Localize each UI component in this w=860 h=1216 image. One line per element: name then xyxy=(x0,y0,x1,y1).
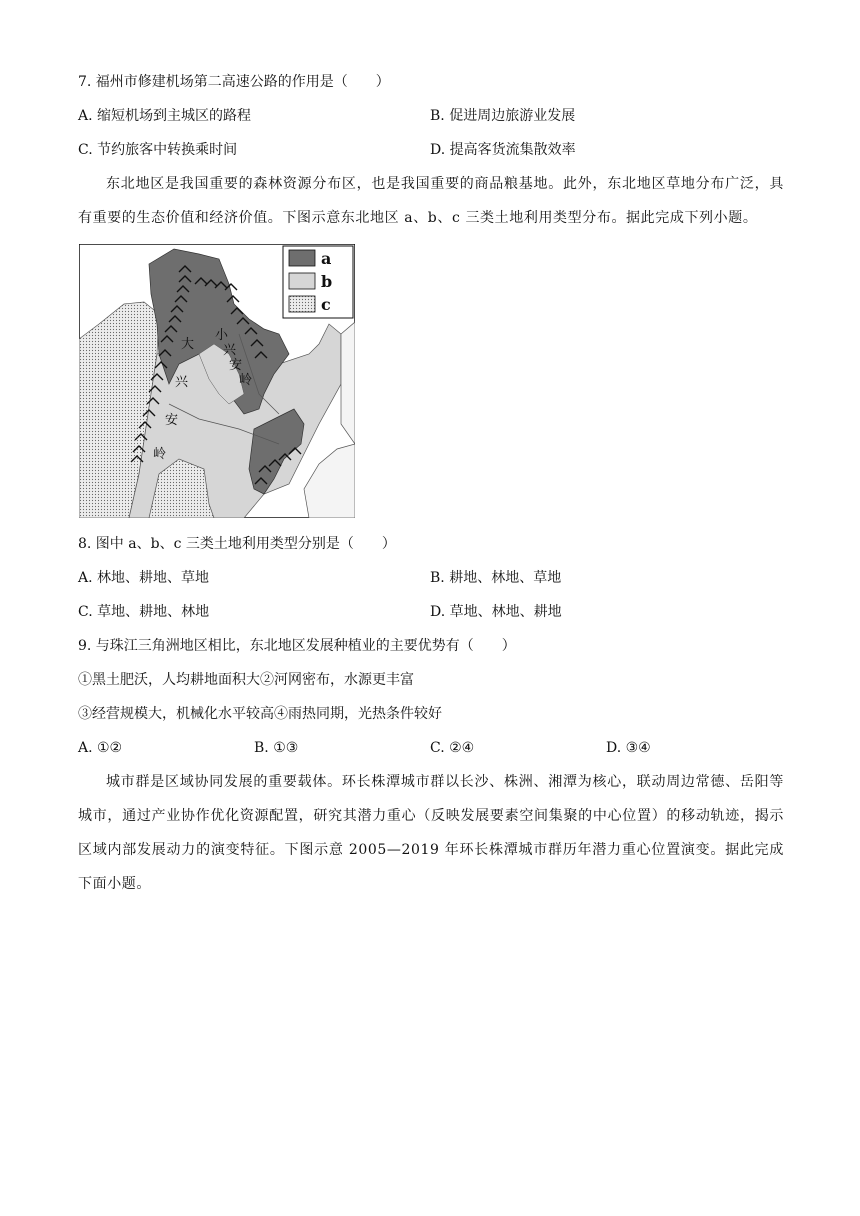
q7-option-a: A. 缩短机场到主城区的路程 xyxy=(78,108,252,124)
legend-label-c: c xyxy=(321,295,331,314)
label-xing2: 兴 xyxy=(223,343,237,358)
q8-option-a: A. 林地、耕地、草地 xyxy=(78,570,210,586)
legend-label-a: a xyxy=(321,249,332,268)
label-an2: 安 xyxy=(229,358,243,373)
q7-option-d: D. 提高客货流集散效率 xyxy=(430,142,576,158)
legend-swatch-a xyxy=(289,250,315,266)
label-an1: 安 xyxy=(165,413,179,428)
q9-option-a: A. ①② xyxy=(78,740,123,756)
legend-swatch-b xyxy=(289,273,315,289)
q7-option-b: B. 促进周边旅游业发展 xyxy=(430,108,576,124)
legend-label-b: b xyxy=(321,272,333,291)
label-xing1: 兴 xyxy=(175,375,189,390)
q7-option-c: C. 节约旅客中转换乘时间 xyxy=(78,142,238,158)
passage-northeast: 东北地区是我国重要的森林资源分布区，也是我国重要的商品粮基地。此外，东北地区草地分布广泛，具有重要的生态价值和经济价值。下图示意东北地区 a、b、c 三类土地利用类型分布。据此完成下列小题。 xyxy=(78,176,784,226)
label-ling2: 岭 xyxy=(239,373,253,388)
q9-statements-1: ①黑土肥沃，人均耕地面积大②河网密布，水源更丰富 xyxy=(78,672,414,688)
q8-option-d: D. 草地、林地、耕地 xyxy=(430,604,562,620)
q9-statements-2: ③经营规模大，机械化水平较高④雨热同期，光热条件较好 xyxy=(78,706,442,722)
q8-option-c: C. 草地、耕地、林地 xyxy=(78,604,210,620)
q9-stem: 9. 与珠江三角洲地区相比，东北地区发展种植业的主要优势有（ ） xyxy=(78,638,516,654)
q8-option-b: B. 耕地、林地、草地 xyxy=(430,570,562,586)
label-xiao: 小 xyxy=(215,328,229,343)
land-use-map xyxy=(79,244,355,518)
q8-stem: 8. 图中 a、b、c 三类土地利用类型分别是（ ） xyxy=(78,536,396,552)
q7-stem: 7. 福州市修建机场第二高速公路的作用是（ ） xyxy=(78,74,390,90)
label-da: 大 xyxy=(181,337,195,352)
q9-option-b: B. ①③ xyxy=(254,740,299,756)
legend-swatch-c xyxy=(289,296,315,312)
passage-city-cluster: 城市群是区域协同发展的重要载体。环长株潭城市群以长沙、株洲、湘潭为核心，联动周边常德、岳阳等城市，通过产业协作优化资源配置，研究其潜力重心（反映发展要素空间集聚的中心位置）的移动轨迹，揭示区域内部发展动力的演变特征。下图示意 2005—2019 年环长株潭城市群历年潜力重心位置演变。据此完成下面小题。 xyxy=(78,774,784,892)
q9-option-d: D. ③④ xyxy=(606,740,651,756)
label-ling1: 岭 xyxy=(153,447,167,462)
q9-option-c: C. ②④ xyxy=(430,740,475,756)
map-legend xyxy=(283,246,353,318)
